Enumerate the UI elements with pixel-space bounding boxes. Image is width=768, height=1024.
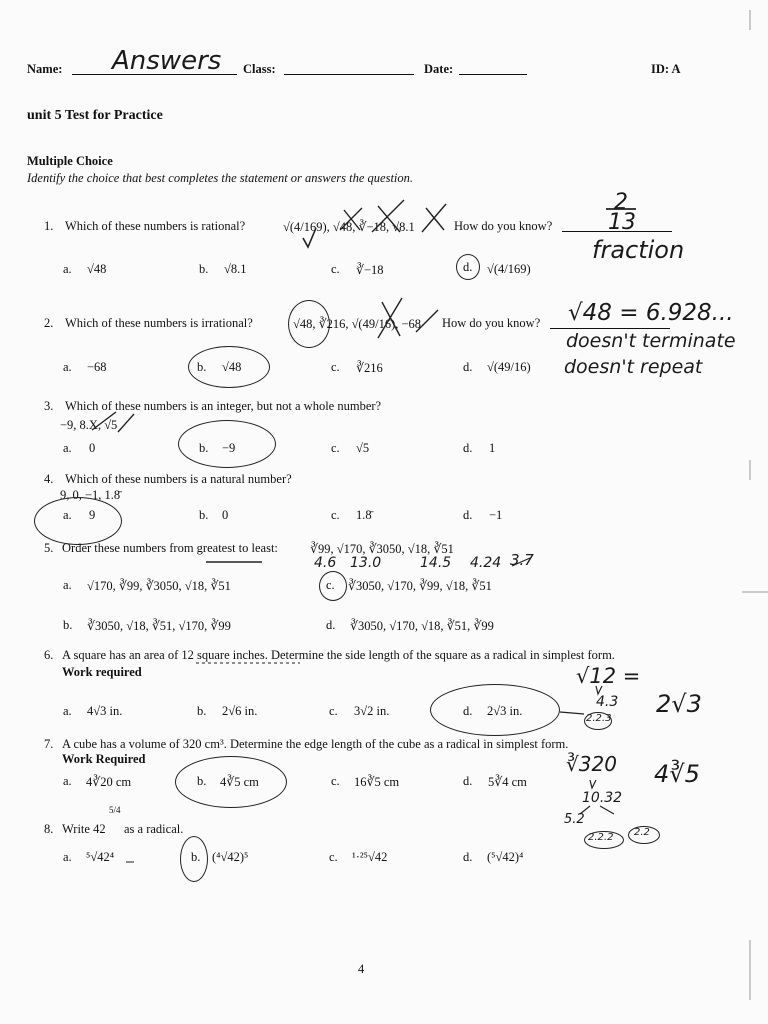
q8-exponent: 5/4 [109,805,121,815]
name-label: Name: [27,62,63,76]
q2-option-d[interactable]: √(49/16) [487,360,531,374]
q8-option-a[interactable]: ⁵√42⁴ [86,850,115,864]
q2-number: 2. [44,316,54,330]
q3-option-d[interactable]: 1 [489,441,496,455]
q1-hw-numerator: 2 [614,190,628,215]
q6-work: Work required [62,665,142,679]
q4-number: 4. [44,472,54,486]
q7-hw-factor2: 5.2 [564,812,585,827]
q3-number: 3. [44,399,54,413]
date-label: Date: [424,62,454,76]
class-label: Class: [243,62,276,76]
q6-number: 6. [44,648,54,662]
q7-hw-cuberoot: ∛320 [566,752,617,776]
q5-given: ∛99, √170, ∛3050, √18, ∛51 [310,542,454,556]
q5-option-b[interactable]: ∛3050, √18, ∛51, √170, ∛99 [87,619,231,633]
id-label: ID: A [651,62,681,76]
q7-hw-prime1: 2.2.2 [588,832,614,843]
q3-option-a[interactable]: 0 [89,441,96,455]
q8-stem: Write 42 [62,822,106,836]
q1-option-b[interactable]: √8.1 [224,262,247,276]
page-number: 4 [358,962,365,976]
q1-stem: Which of these numbers is rational? [65,219,246,233]
q1-hw-denominator: 13 [608,210,636,235]
q7-work: Work Required [62,752,146,766]
q2-hw-value: √48 = 6.928... [568,300,734,326]
q1-option-d[interactable]: √(4/169) [487,262,531,276]
q8-tail: as a radical. [124,822,184,836]
q1-option-c[interactable]: ∛−18 [356,263,384,277]
q8-option-c[interactable]: ¹·²⁵√42 [352,850,388,864]
q5-option-c[interactable]: ∛3050, √170, ∛99, √18, ∛51 [348,579,492,593]
page-title: unit 5 Test for Practice [27,108,163,123]
q3-option-c[interactable]: √5 [356,441,370,455]
q3-given: −9, 8.X, √5 [60,418,118,432]
q5-hw-1: 4.6 [314,555,337,571]
q8-option-b[interactable]: (⁴√42)⁵ [212,850,249,864]
q3-option-b[interactable]: −9 [222,441,236,455]
q2-tail: How do you know? [442,316,541,330]
q5-hw-5: 3.7 [510,551,534,569]
q7-stem: A cube has a volume of 320 cm³. Determine the edge length of the cube as a radical in simplest form. [62,737,569,751]
q7-hw-factor1: 10.32 [582,790,623,806]
q3-stem: Which of these numbers is an integer, but not a whole number? [65,399,382,413]
q6-hw-sqrt12: √12 = [576,664,641,688]
name-handwritten: Answers [112,46,222,76]
q5-option-d[interactable]: ∛3050, √170, √18, ∛51, ∛99 [350,619,494,633]
q6-option-d[interactable]: 2√3 in. [487,704,523,718]
q6-hw-prime: 2.2.3 [586,713,612,724]
q5-number: 5. [44,541,54,555]
section-heading: Multiple Choice [27,154,113,168]
q2-option-a[interactable]: −68 [87,360,107,374]
q1-option-a[interactable]: √48 [87,262,107,276]
q4-given: 9, 0, −1, 1.8̄ [60,488,121,502]
q1-hw-fraction: fraction [592,236,685,264]
q4-option-b[interactable]: 0 [222,508,229,522]
q7-option-d[interactable]: 5∛4 cm [488,775,527,789]
q7-option-b[interactable]: 4∛5 cm [220,775,259,789]
q1-tail: How do you know? [454,219,553,233]
q6-option-a[interactable]: 4√3 in. [87,704,123,718]
q6-option-c[interactable]: 3√2 in. [354,704,390,718]
q6-stem: A square has an area of 12 square inches. Determine the side length of the square as a radical in simplest form. [62,648,615,662]
q8-number: 8. [44,822,54,836]
section-instructions: Identify the choice that best completes the statement or answers the question. [27,171,414,185]
q7-hw-prime2: 2.2 [634,827,650,838]
q2-stem: Which of these numbers is irrational? [65,316,253,330]
q5-option-a[interactable]: √170, ∛99, ∛3050, √18, ∛51 [87,579,231,593]
q5-stem: Order these numbers from greatest to least: [62,541,278,555]
q5-hw-4: 4.24 [470,555,502,571]
q2-hw-line2: doesn't terminate [566,330,736,352]
q1-number: 1. [44,219,54,233]
q6-hw-answer: 2√3 [656,690,702,718]
q1-given: √(4/169), √48, ∛−18, √8.1 [283,220,415,234]
q2-option-c[interactable]: ∛216 [356,361,383,375]
q6-option-b[interactable]: 2√6 in. [222,704,258,718]
q4-stem: Which of these numbers is a natural number? [65,472,292,486]
q2-given: √48, ∛216, √(49/16), −68 [293,317,422,331]
q4-option-a[interactable]: 9 [89,508,96,522]
q7-option-a[interactable]: 4∛20 cm [86,775,132,789]
q2-option-b[interactable]: √48 [222,360,242,374]
q7-number: 7. [44,737,54,751]
q6-hw-factor: 4.3 [596,694,619,710]
q5-hw-2: 13.0 [350,555,382,571]
q2-hw-line3: doesn't repeat [564,356,703,378]
q7-option-c[interactable]: 16∛5 cm [354,775,400,789]
q5-hw-3: 14.5 [420,555,452,571]
q4-option-d[interactable]: −1 [489,508,503,522]
q8-option-d[interactable]: (⁵√42)⁴ [487,850,524,864]
q4-option-c[interactable]: 1.8̄ [356,508,372,522]
q7-hw-answer: 4∛5 [654,760,700,788]
